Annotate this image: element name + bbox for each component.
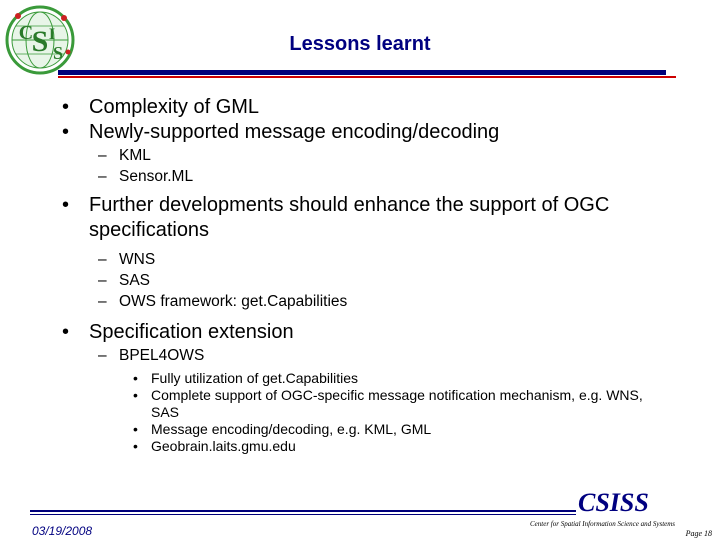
bullet-dot-icon: •: [62, 121, 70, 143]
sub-bullet-item: [62, 345, 702, 366]
sub-bullet-text: BPEL4OWS: [119, 347, 205, 364]
bullet-dot-icon: •: [62, 321, 70, 343]
title-rule-blue: [58, 70, 666, 75]
dash-icon: –: [98, 168, 107, 185]
bullet-text: Further developments should enhance the support of OGC specifications: [89, 194, 610, 241]
sub-sub-bullet-text: Fully utilization of get.Capabilities: [151, 370, 358, 386]
slide-body: [62, 95, 702, 455]
sub-sub-bullet-text: Message encoding/decoding, e.g. KML, GML: [151, 421, 432, 437]
small-bullet-dot-icon: •: [133, 370, 138, 386]
sub-sub-bullet-text: Geobrain.laits.gmu.edu: [151, 438, 296, 454]
bullet-item: [62, 193, 702, 243]
bullet-item: [62, 95, 702, 120]
title-rule-red: [58, 76, 676, 78]
footer-rule: [30, 510, 576, 512]
small-bullet-dot-icon: •: [133, 438, 138, 454]
svg-text:C: C: [18, 22, 34, 44]
sub-bullet-text: SAS: [119, 272, 151, 289]
sub-bullet-item: [62, 249, 702, 270]
dash-icon: –: [98, 147, 107, 164]
footer-rule-thin: [30, 514, 576, 515]
footer-date: 03/19/2008: [32, 524, 93, 538]
sub-sub-bullet-text: Complete support of OGC-specific message notification mechanism, e.g. WNS, SAS: [151, 387, 643, 420]
sub-sub-bullet-item: [62, 438, 702, 455]
bullet-text: Complexity of GML: [89, 96, 260, 118]
bullet-dot-icon: •: [62, 194, 70, 216]
dash-icon: –: [98, 272, 107, 289]
small-bullet-dot-icon: •: [133, 421, 138, 437]
svg-text:S: S: [52, 43, 64, 63]
svg-text:S: S: [31, 25, 49, 58]
dash-icon: –: [98, 347, 107, 364]
bullet-item: [62, 320, 702, 345]
slide-title: Lessons learnt: [289, 33, 431, 55]
sub-bullet-text: WNS: [119, 251, 156, 268]
sub-sub-bullet-item: [62, 370, 702, 387]
svg-text:I: I: [48, 26, 56, 43]
dash-icon: –: [98, 293, 107, 310]
bullet-text: Specification extension: [89, 321, 294, 343]
bullet-item: [62, 120, 702, 145]
page-number: Page 18: [685, 529, 712, 538]
footer-brand: CSISS: [578, 488, 649, 517]
sub-bullet-item: [62, 291, 702, 312]
sub-bullet-text: KML: [119, 147, 151, 164]
sub-bullet-text: OWS framework: get.Capabilities: [119, 293, 348, 310]
sub-bullet-item: [62, 166, 702, 187]
sub-sub-bullet-item: [62, 387, 702, 421]
bullet-dot-icon: •: [62, 96, 70, 118]
dash-icon: –: [98, 251, 107, 268]
sub-bullet-item: [62, 145, 702, 166]
sub-sub-bullet-item: [62, 421, 702, 438]
sub-bullet-item: [62, 270, 702, 291]
sub-bullet-text: Sensor.ML: [119, 168, 194, 185]
small-bullet-dot-icon: •: [133, 387, 138, 403]
bullet-text: Newly-supported message encoding/decoding: [89, 121, 500, 143]
footer-center-name: Center for Spatial Information Science and Systems: [530, 520, 676, 528]
